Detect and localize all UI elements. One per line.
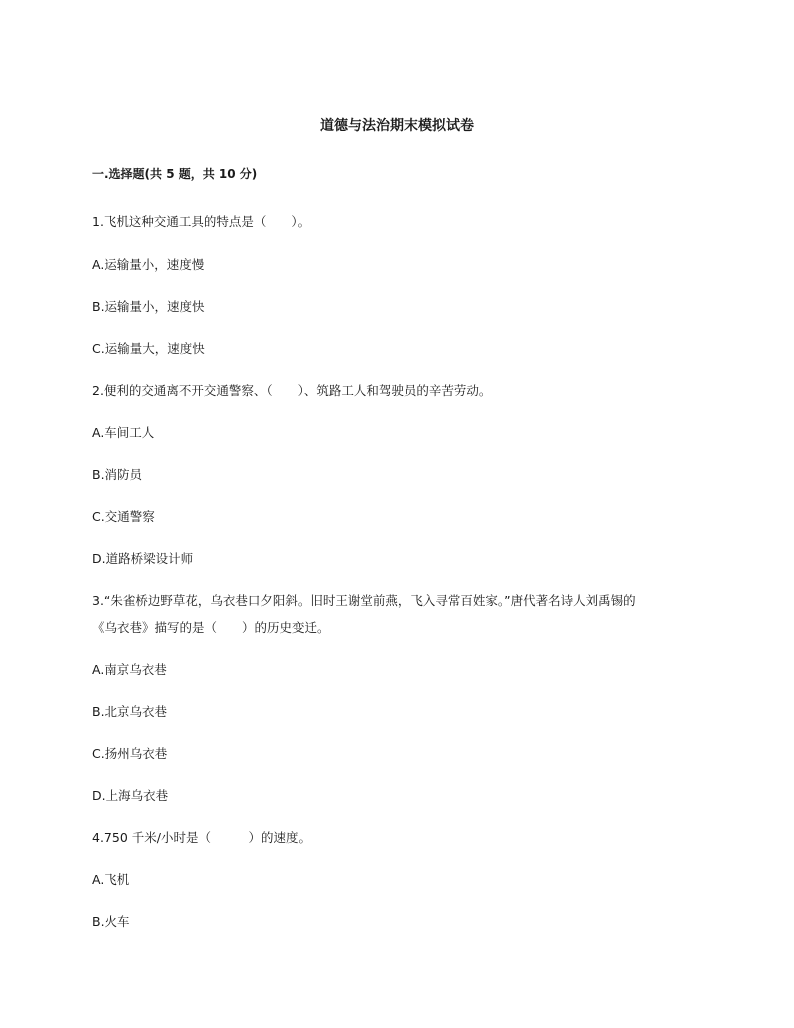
question-2-option-b: B.消防员 xyxy=(92,467,143,482)
question-3-stem-line-2: 《乌衣巷》描写的是（ ）的历史变迁。 xyxy=(92,620,330,635)
question-4-option-b: B.火车 xyxy=(92,914,130,929)
question-4-stem: 4.750 千米/小时是（ ）的速度。 xyxy=(92,830,311,845)
question-3-option-c: C.扬州乌衣巷 xyxy=(92,746,168,761)
question-3-stem-line-1: 3.“朱雀桥边野草花，乌衣巷口夕阳斜。旧时王谢堂前燕，飞入寻常百姓家。”唐代著名诗人刘禹锡的 xyxy=(92,593,636,608)
question-2-option-a: A.车间工人 xyxy=(92,425,155,440)
question-2-stem: 2.便利的交通离不开交通警察、（ ）、筑路工人和驾驶员的辛苦劳动。 xyxy=(92,383,492,398)
question-3-option-a: A.南京乌衣巷 xyxy=(92,662,167,677)
page-title: 道德与法治期末模拟试卷 xyxy=(320,118,474,134)
question-1-option-b: B.运输量小，速度快 xyxy=(92,299,205,314)
question-2-option-d: D.道路桥梁设计师 xyxy=(92,551,194,566)
question-1-option-a: A.运输量小，速度慢 xyxy=(92,257,205,272)
question-1-stem: 1.飞机这种交通工具的特点是（ ）。 xyxy=(92,214,311,229)
question-1-option-c: C.运输量大，速度快 xyxy=(92,341,205,356)
section-heading: 一.选择题(共 5 题，共 10 分) xyxy=(92,167,258,181)
question-3-option-d: D.上海乌衣巷 xyxy=(92,788,169,803)
question-3-option-b: B.北京乌衣巷 xyxy=(92,704,168,719)
question-4-option-a: A.飞机 xyxy=(92,872,130,887)
question-2-option-c: C.交通警察 xyxy=(92,509,155,524)
